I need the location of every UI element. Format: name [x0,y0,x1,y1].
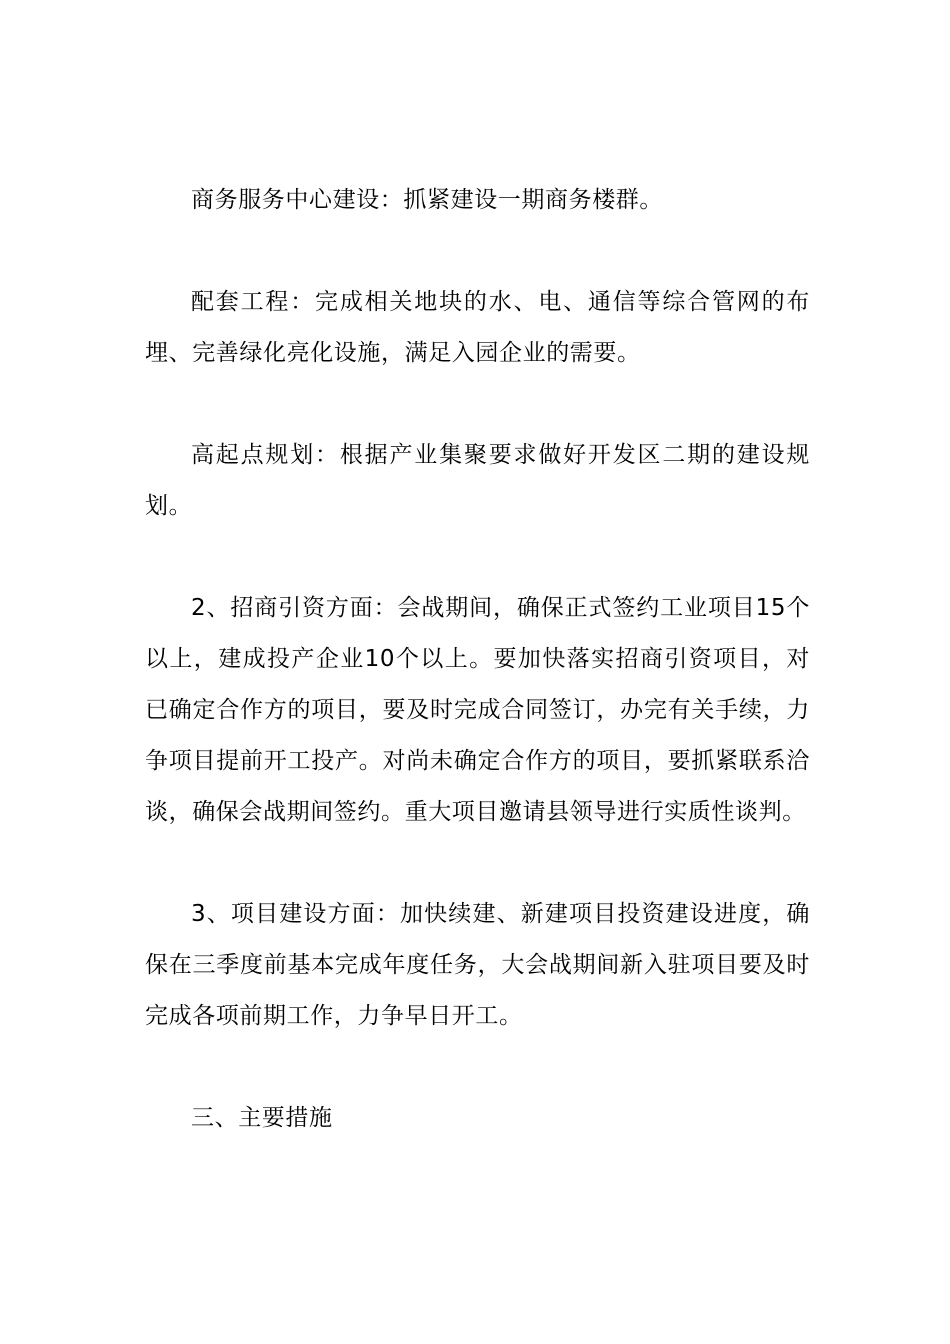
paragraph-spacer [145,379,810,430]
document-body [145,175,810,1144]
paragraph-spacer [145,838,810,889]
paragraph-spacer [145,1042,810,1093]
paragraph-spacer [145,226,810,277]
section-heading-main-measures: 三、主要措施 [191,1105,333,1131]
paragraph-project-construction: 3、项目建设方面：加快续建、新建项目投资建设进度，确保在三季度前基本完成年度任务，大会战期间新入驻项目要及时完成各项前期工作，力争早日开工。 [145,901,810,1029]
paragraph-planning: 高起点规划：根据产业集聚要求做好开发区二期的建设规划。 [145,442,810,519]
paragraph-investment: 2、招商引资方面：会战期间，确保正式签约工业项目15个以上，建成投产企业10个以上。要加快落实招商引资项目，对已确定合作方的项目，要及时完成合同签订，办完有关手续，力争项目提前开工投产。对尚未确定合作方的项目，要抓紧联系洽谈，确保会战期间签约。重大项目邀请县领导进行实质性谈判。 [145,595,810,825]
paragraph-supporting-works: 配套工程：完成相关地块的水、电、通信等综合管网的布埋、完善绿化亮化设施，满足入园企业的需要。 [145,289,810,366]
paragraph-business-center: 商务服务中心建设：抓紧建设一期商务楼群。 [191,187,663,213]
paragraph-spacer [145,532,810,583]
